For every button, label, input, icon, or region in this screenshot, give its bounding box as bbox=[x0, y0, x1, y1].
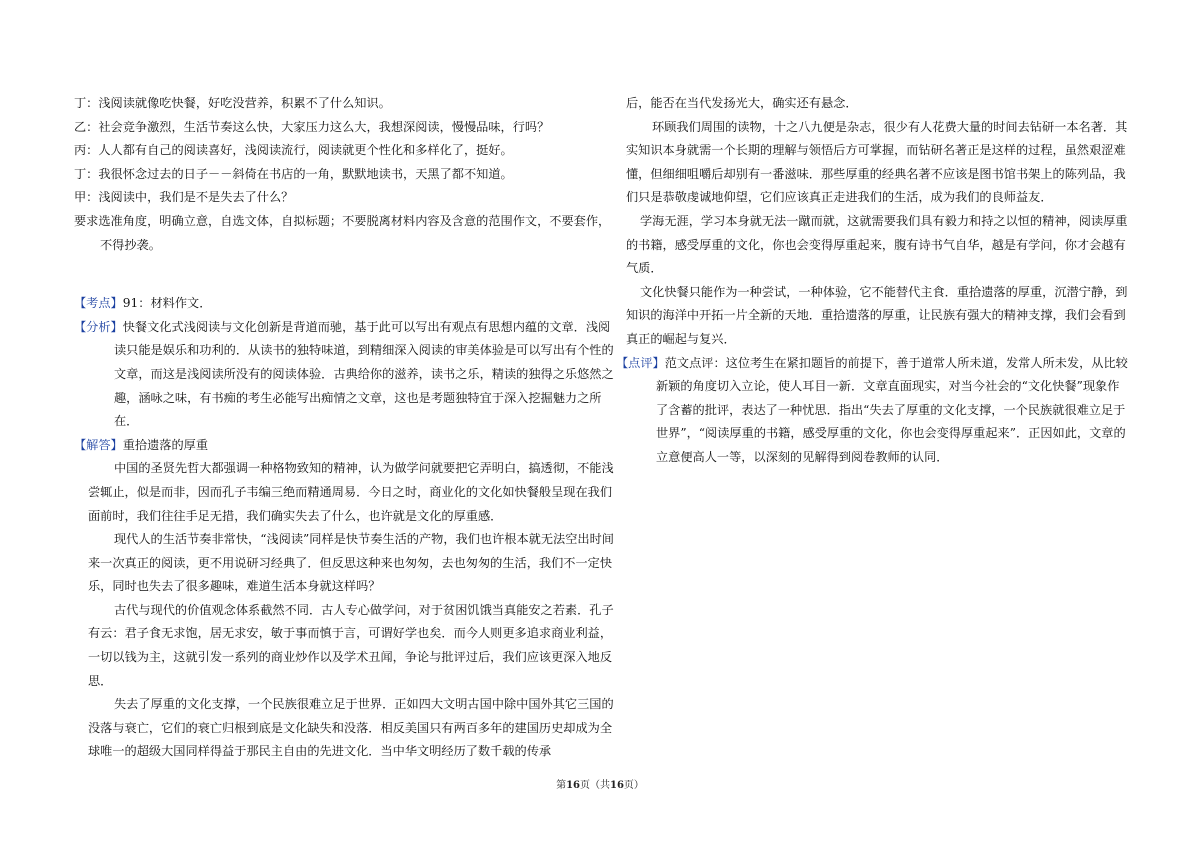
jieda-section bbox=[74, 434, 620, 458]
essay-body-right bbox=[626, 92, 1128, 352]
left-column bbox=[74, 92, 620, 764]
essay-paragraph: 后，能否在当代发扬光大，确实还有悬念． bbox=[626, 96, 858, 110]
spacer bbox=[74, 257, 620, 292]
dialog-lines bbox=[74, 92, 620, 210]
dialog-line: 丁：我很怀念过去的日子－－斜倚在书店的一角，默默地读书，天黑了都不知道。 bbox=[74, 166, 513, 181]
kaodian-tag: 【考点】 bbox=[74, 296, 123, 311]
page-number: 16 bbox=[566, 780, 580, 791]
essay-paragraph: 失去了厚重的文化支撑，一个民族很难立足于世界．正如四大文明古国中除中国外其它三国的没落与衰亡，它们的衰亡归根到底是文化缺失和没落．相反美国只有两百多年的建国历史却成为全球唯一的超级大国同样得益于那民主自由的先进文化．当中华文明经历了数千载的传承 bbox=[88, 697, 614, 759]
dialog-line: 甲：浅阅读中，我们是不是失去了什么？ bbox=[74, 190, 294, 205]
essay-paragraph: 中国的圣贤先哲大都强调一种格物致知的精神，认为做学问就要把它弄明白，搞透彻，不能浅尝辄止，似是而非，因而孔子韦编三绝而精通周易．今日之时，商业化的文化如快餐般呈现在我们面前时，我们往往手足无措，我们确实失去了什么，也许就是文化的厚重感． bbox=[88, 461, 614, 523]
page-footer bbox=[0, 776, 1200, 791]
dialog-line: 丙：人人都有自己的阅读喜好，浅阅读流行，阅读就更个性化和多样化了，挺好。 bbox=[74, 143, 513, 158]
dianping-section bbox=[616, 352, 1128, 470]
page-total: 16 bbox=[610, 780, 624, 791]
dianping-tag: 【点评】 bbox=[616, 355, 665, 370]
fenxi-tag: 【分析】 bbox=[74, 319, 123, 334]
right-column bbox=[616, 92, 1128, 470]
essay-paragraph: 环顾我们周围的读物，十之八九便是杂志，很少有人花费大量的时间去钻研一本名著．其实知识本身就需一个长期的理解与领悟后方可掌握，而钻研名著正是这样的过程，虽然艰涩难懂，但细细咀嚼后却别有一番滋味．那些厚重的经典名著不应该是图书馆书架上的陈列品，我们只是恭敬虔诚地仰望，它们应该真正走进我们的生活，成为我们的良师益友． bbox=[626, 119, 1128, 205]
fenxi-section bbox=[74, 316, 620, 434]
essay-paragraph: 学海无涯，学习本身就无法一蹴而就，这就需要我们具有毅力和持之以恒的精神，阅读厚重的书籍，感受厚重的文化，你也会变得厚重起来，腹有诗书气自华，越是有学问，你才会越有气质． bbox=[626, 213, 1128, 276]
footer-suffix: 页） bbox=[623, 780, 644, 791]
dialog-line: 乙：社会竞争激烈，生活节奏这么快，大家压力这么大，我想深阅读，慢慢品味，行吗？ bbox=[74, 119, 550, 134]
essay-paragraph: 文化快餐只能作为一种尝试，一种体验，它不能替代主食．重拾遗落的厚重，沉潜宁静，到知识的海洋中开拓一片全新的天地．重拾遗落的厚重，让民族有强大的精神支撑，我们会看到真正的崛起与复兴． bbox=[626, 284, 1128, 346]
essay-body-left bbox=[74, 457, 620, 764]
essay-paragraph: 古代与现代的价值观念体系截然不同．古人专心做学问，对于贫困饥饿当真能安之若素．孔子有云：君子食无求饱，居无求安，敏于事而慎于言，可谓好学也矣．而今人则更多追求商业利益，一切以钱为主，这就引发一系列的商业炒作以及学术丑闻，争论与批评过后，我们应该更深入地反思． bbox=[88, 602, 614, 688]
kaodian-section bbox=[74, 292, 620, 316]
footer-prefix: 第 bbox=[556, 780, 567, 791]
footer-middle: 页（共 bbox=[580, 780, 610, 791]
fenxi-text: 快餐文化式浅阅读与文化创新是背道而驰，基于此可以写出有观点有思想内蕴的文章．浅阅读只能是娱乐和功利的．从读书的独特味道，到精细深入阅读的审美体验是可以写出有个性的文章，而这是浅阅读所没有的阅读体验．古典给你的滋养，读书之乐，精读的独得之乐悠然之趣，涵咏之味，有书痴的考生必能写出痴情之文章，这也是考题独特宜于深入挖掘魅力之所在． bbox=[114, 319, 614, 429]
essay-paragraph: 现代人的生活节奏非常快，“浅阅读”同样是快节奏生活的产物，我们也许根本就无法空出时间来一次真正的阅读，更不用说研习经典了．但反思这种来也匆匆，去也匆匆的生活，我们不一定快乐，同时也失去了很多趣味，难道生活本身就这样吗？ bbox=[88, 532, 614, 594]
dialog-line: 丁：浅阅读就像吃快餐，好吃没营养，积累不了什么知识。 bbox=[74, 96, 391, 110]
jieda-tag: 【解答】 bbox=[74, 437, 123, 452]
dianping-text: 范文点评：这位考生在紧扣题旨的前提下，善于道常人所未道，发常人所未发，从比较新颖的角度切入立论，使人耳目一新．文章直面现实，对当今社会的“文化快餐”现象作了含蓄的批评，表达了一种忧思．指出“失去了厚重的文化支撑，一个民族就很难立足于世界”，“阅读厚重的书籍，感受厚重的文化，你也会变得厚重起来”．正因如此，文章的立意便高人一等，以深刻的见解得到阅卷教师的认同． bbox=[656, 355, 1128, 464]
requirement-text: 要求选准角度，明确立意，自选文体，自拟标题；不要脱离材料内容及含意的范围作文，不要套作，不得抄袭。 bbox=[74, 213, 611, 252]
essay-title: 重拾遗落的厚重 bbox=[122, 437, 209, 452]
kaodian-text: 91：材料作文． bbox=[122, 296, 212, 311]
